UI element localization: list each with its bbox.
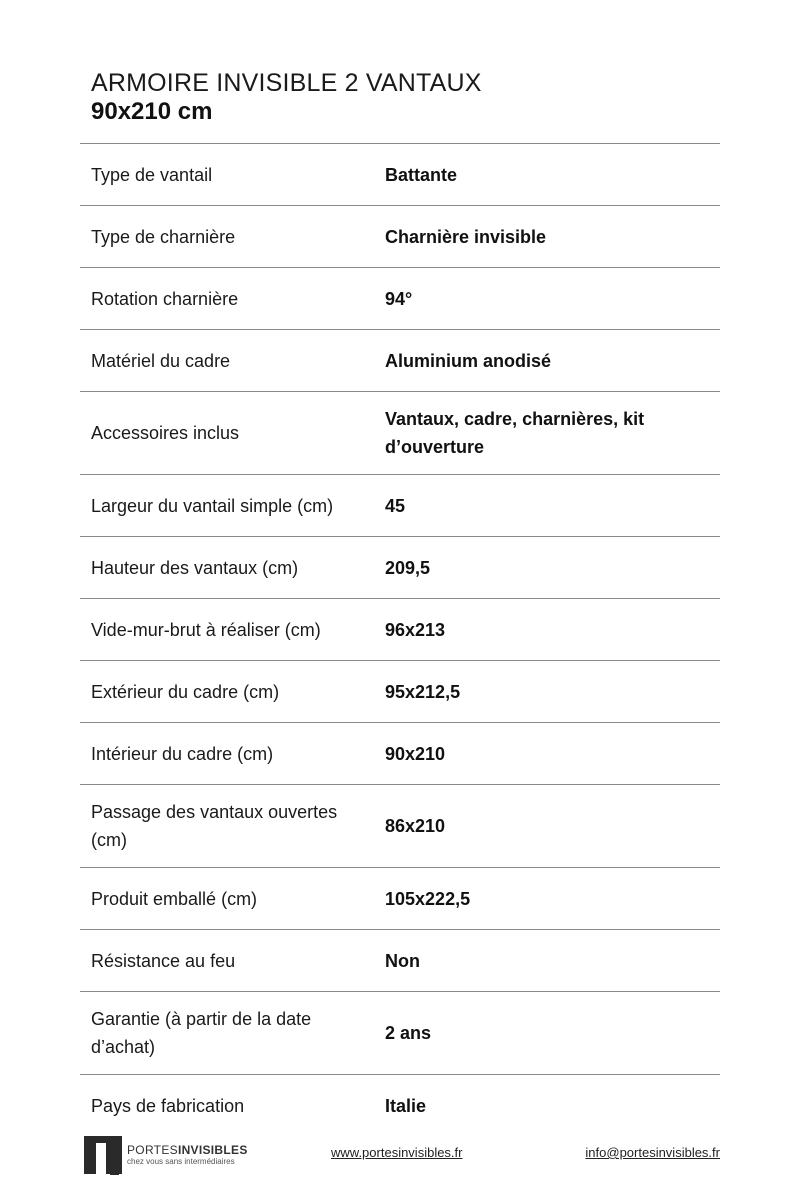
spec-row <box>80 144 720 206</box>
spec-value: 2 ans <box>385 1023 432 1043</box>
spec-row <box>80 723 720 785</box>
spec-value: 94° <box>385 288 413 309</box>
spec-label: Produit emballé (cm) <box>91 888 258 909</box>
spec-row <box>80 661 720 723</box>
brand-logo <box>83 1135 248 1175</box>
page-title: ARMOIRE INVISIBLE 2 VANTAUX <box>91 69 482 97</box>
page-footer <box>80 1135 720 1175</box>
spec-label: Passage des vantaux ouvertes (cm) <box>91 802 338 850</box>
spec-value: Charnière invisible <box>385 226 547 247</box>
spec-row <box>80 992 720 1075</box>
spec-value: 96x213 <box>385 619 446 640</box>
spec-row <box>80 868 720 930</box>
spec-row <box>80 330 720 392</box>
spec-label: Accessoires inclus <box>91 423 240 443</box>
spec-value: Non <box>385 950 420 971</box>
spec-label: Rotation charnière <box>91 288 239 309</box>
spec-row <box>80 475 720 537</box>
brand-tagline: chez vous sans intermédiaires <box>127 1157 235 1166</box>
email-link[interactable]: info@portesinvisibles.fr <box>585 1145 720 1160</box>
spec-row <box>80 206 720 268</box>
spec-row <box>80 537 720 599</box>
spec-label: Largeur du vantail simple (cm) <box>91 495 334 516</box>
spec-table <box>80 143 720 1137</box>
spec-label: Garantie (à partir de la date d’achat) <box>91 1009 312 1057</box>
spec-label: Extérieur du cadre (cm) <box>91 681 280 702</box>
spec-label: Résistance au feu <box>91 950 236 971</box>
spec-row <box>80 930 720 992</box>
website-link[interactable]: www.portesinvisibles.fr <box>331 1145 463 1160</box>
document-header <box>91 68 482 126</box>
spec-label: Vide-mur-brut à réaliser (cm) <box>91 619 321 640</box>
spec-value: 209,5 <box>385 557 431 578</box>
spec-value: 90x210 <box>385 743 446 764</box>
spec-row <box>80 785 720 868</box>
spec-row <box>80 268 720 330</box>
spec-label: Intérieur du cadre (cm) <box>91 743 274 764</box>
spec-label: Hauteur des vantaux (cm) <box>91 557 299 578</box>
spec-value: Italie <box>385 1096 427 1116</box>
spec-label: Type de charnière <box>91 226 236 247</box>
brand-name: PORTESINVISIBLES <box>127 1143 248 1157</box>
page-subtitle: 90x210 cm <box>91 98 213 125</box>
spec-row <box>80 1075 720 1137</box>
spec-value: Vantaux, cadre, charnières, kit d’ouverture <box>385 409 645 457</box>
spec-row <box>80 392 720 475</box>
spec-label: Pays de fabrication <box>91 1096 245 1116</box>
spec-label: Matériel du cadre <box>91 350 231 371</box>
door-logo-icon <box>83 1135 123 1175</box>
spec-value: 95x212,5 <box>385 681 461 702</box>
spec-value: 86x210 <box>385 816 446 836</box>
spec-value: 105x222,5 <box>385 888 471 909</box>
spec-label: Type de vantail <box>91 164 213 185</box>
spec-row <box>80 599 720 661</box>
spec-value: Battante <box>385 164 458 185</box>
spec-value: 45 <box>385 495 406 516</box>
spec-value: Aluminium anodisé <box>385 350 552 371</box>
